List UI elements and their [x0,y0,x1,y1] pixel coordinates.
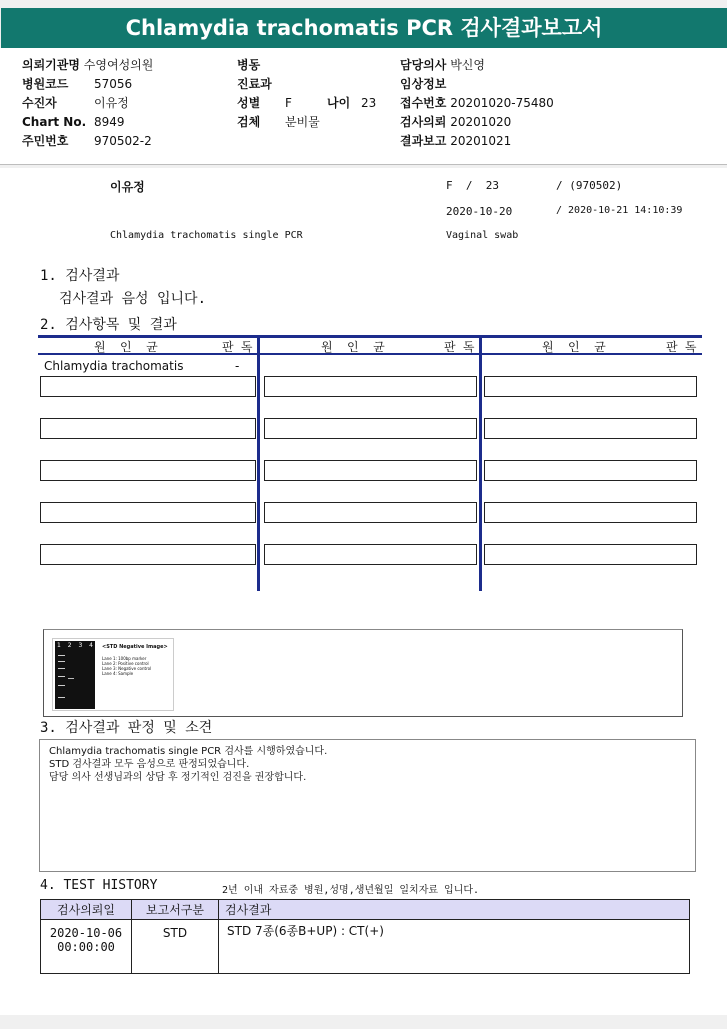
gel-lanes-image [55,641,95,709]
section4-title: 4. TEST HISTORY [40,878,158,893]
gel-caption [102,656,151,676]
result-box [484,502,697,523]
patient-row [22,94,129,112]
chart-no-label: Chart No. [22,115,87,129]
col-judgement-header-1: 판 독 [222,340,253,354]
column-divider-2 [479,335,482,591]
gel-band [58,655,65,656]
gel-caption-line: Lane 1: 100bp marker [102,656,147,661]
result-box [264,502,477,523]
hospital-code-row [22,75,132,93]
item-name: Chlamydia trachomatis [44,359,184,373]
sex-age-row [237,94,376,112]
summary-request-date: 2020-10-20 [446,205,513,218]
age-value: 23 [361,96,377,110]
history-header-type: 보고서구분 [132,900,219,920]
doctor-value: 박신영 [450,58,485,72]
ward-label: 병동 [237,58,261,72]
summary-specimen: Vaginal swab [446,230,519,241]
result-box [484,418,697,439]
gel-lane-number: 3 [78,642,83,649]
report-label: 결과보고 [400,134,447,148]
history-header-date: 검사의뢰일 [41,900,132,920]
gel-caption-line: Lane 2: Positive control [102,661,149,666]
gel-band [58,668,65,669]
report-title: Chlamydia trachomatis PCR 검사결과보고서 [1,8,727,48]
col-pathogen-header-3: 원 인 균 [542,340,606,354]
chart-no-row [22,113,125,131]
col-judgement-header-3: 판 독 [666,340,697,354]
patient-value: 이유정 [94,96,129,110]
report-value: 20201021 [450,134,512,148]
request-value: 20201020 [450,115,512,129]
gel-band [58,661,65,662]
result-box [40,502,256,523]
result-box [264,376,477,397]
opinion-line: Chlamydia trachomatis single PCR 검사를 시행하였습니다. [49,746,328,757]
summary-birth: / (970502) [556,179,623,192]
gel-lane-number: 1 [57,642,61,649]
result-box [484,376,697,397]
gel-caption-title: <STD Negative Image> [102,644,168,650]
history-date: 2020-10-06 [49,926,123,940]
history-note: 2년 이내 자료중 병원,성명,생년월일 일치자료 입니다. [222,885,480,896]
history-time: 00:00:00 [57,940,115,954]
report-row [400,132,511,150]
section1-title: 1. 검사결과 [40,268,120,284]
result-box [40,460,256,481]
opinion-line: 담당 의사 선생님과의 상담 후 정기적인 검진을 권장합니다. [49,772,307,783]
item-result: - [235,359,240,373]
section2-title: 2. 검사항목 및 결과 [40,317,177,333]
gel-caption-line: Lane 4: Sample [102,671,134,676]
section1-result: 검사결과 음성 입니다. [59,291,207,307]
gel-caption-line: Lane 3: Negative control [102,666,152,671]
gel-band [58,676,65,677]
summary-name: 이유정 [110,180,145,194]
result-box [264,460,477,481]
table-row [41,920,690,974]
sex-value: F [285,96,292,110]
history-date-cell [41,920,132,974]
hospital-code-label: 병원코드 [22,77,69,91]
history-table [40,899,690,974]
id-value: 970502-2 [94,134,152,148]
result-box [40,418,256,439]
specimen-row [237,113,320,131]
column-divider-1 [257,335,260,591]
gel-image-frame [43,629,683,717]
history-header-row [41,900,690,920]
result-box [264,418,477,439]
doctor-row [400,56,485,74]
items-table [38,335,702,591]
age-label: 나이 [327,96,351,110]
institution-label: 의뢰기관명 [22,58,80,72]
opinion-box [39,739,696,872]
receipt-label: 접수번호 [400,96,447,110]
gel-image [52,638,174,711]
section3-title: 3. 검사결과 판정 및 소견 [40,720,213,736]
patient-label: 수진자 [22,96,57,110]
col-pathogen-header-2: 원 인 균 [321,340,385,354]
result-box [40,376,256,397]
report-body [0,168,727,1015]
hospital-code-value: 57056 [94,77,133,91]
gel-band [68,678,74,679]
receipt-value: 20201020-75480 [450,96,554,110]
request-row [400,113,511,131]
gel-lane-number: 2 [67,642,72,649]
result-box [484,544,697,565]
doctor-label: 담당의사 [400,58,447,72]
history-result: STD 7종(6종B+UP) : CT(+) [219,920,690,974]
request-label: 검사의뢰 [400,115,447,129]
clinical-label: 임상정보 [400,77,447,91]
result-box [40,544,256,565]
opinion-line: STD 검사결과 모두 음성으로 판정되었습니다. [49,759,250,770]
department-label: 진료과 [237,77,272,91]
receipt-row [400,94,554,112]
chart-no-value: 8949 [94,115,125,129]
summary-sex-age: F / 23 [446,179,499,192]
gel-band [58,697,65,698]
summary-report-datetime: / 2020-10-21 14:10:39 [556,205,683,216]
gel-band [58,685,65,686]
id-row [22,132,152,150]
institution-row [22,56,153,74]
summary-test-name: Chlamydia trachomatis single PCR [110,230,303,241]
gel-lane-number: 4 [89,642,93,649]
sex-label: 성별 [237,96,261,110]
result-box [264,544,477,565]
specimen-label: 검체 [237,115,261,129]
institution-value: 수영여성의원 [83,58,154,72]
gel-lane-numbers [57,642,93,649]
id-label: 주민번호 [22,134,69,148]
col-judgement-header-2: 판 독 [444,340,475,354]
history-header-result: 검사결과 [219,900,690,920]
header-panel [0,48,727,165]
history-type: STD [132,920,219,974]
specimen-value: 분비물 [285,115,320,129]
result-box [484,460,697,481]
col-pathogen-header-1: 원 인 균 [94,340,158,354]
